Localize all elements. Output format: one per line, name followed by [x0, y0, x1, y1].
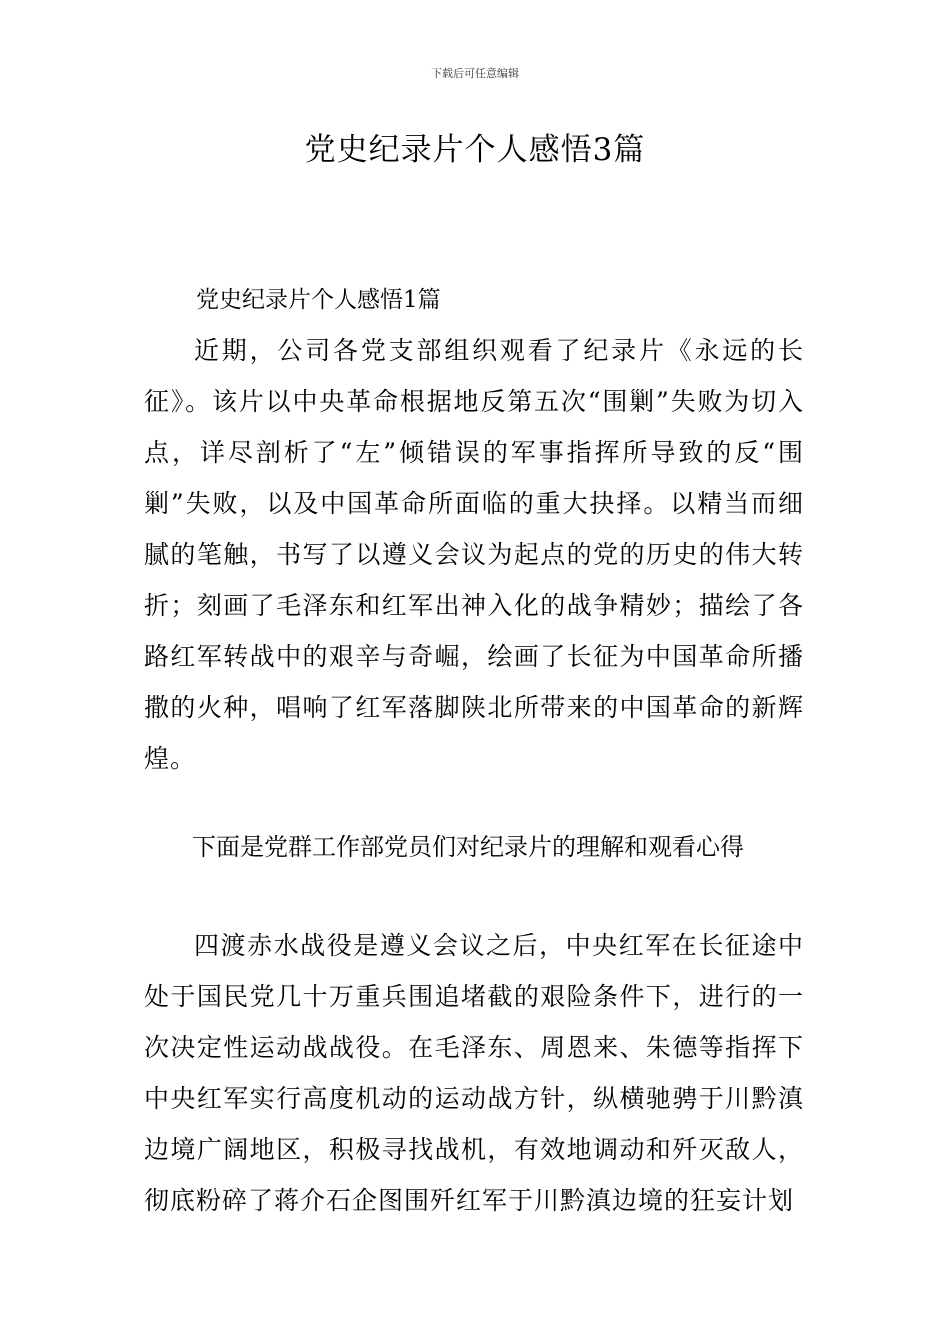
paragraph-1: 近期，公司各党支部组织观看了纪录片《永远的长征》。该片以中央革命根据地反第五次“围剿”失败为切入点，详尽剖析了“左”倾错误的军事指挥所导致的反“围剿”失败，以及中国革命所面临的重大抉择。以精当而细腻的笔触，书写了以遵义会议为起点的党的历史的伟大转折；刻画了毛泽东和红军出神入化的战争精妙；描绘了各路红军转战中的艰辛与奇崛，绘画了长征为中国革命所播撒的火种，唱响了红军落脚陕北所带来的中国革命的新辉煌。: [144, 336, 804, 773]
intro-paragraph: 下面是党群工作部党员们对纪录片的理解和观看心得: [192, 833, 744, 861]
document-title: 党史纪录片个人感悟3篇: [304, 132, 646, 168]
header-note: 下载后可任意编辑: [431, 67, 519, 80]
section-heading: 党史纪录片个人感悟1篇: [196, 287, 441, 313]
paragraph-2: 四渡赤水战役是遵义会议之后，中央红军在长征途中处于国民党几十万重兵围追堵截的艰险条件下，进行的一次决定性运动战战役。在毛泽东、周恩来、朱德等指挥下中央红军实行高度机动的运动战方针，纵横驰骋于川黔滇边境广阔地区，积极寻找战机，有效地调动和歼灭敌人，彻底粉碎了蒋介石企图围歼红军于川黔滇边境的狂妄计划: [144, 931, 804, 1215]
